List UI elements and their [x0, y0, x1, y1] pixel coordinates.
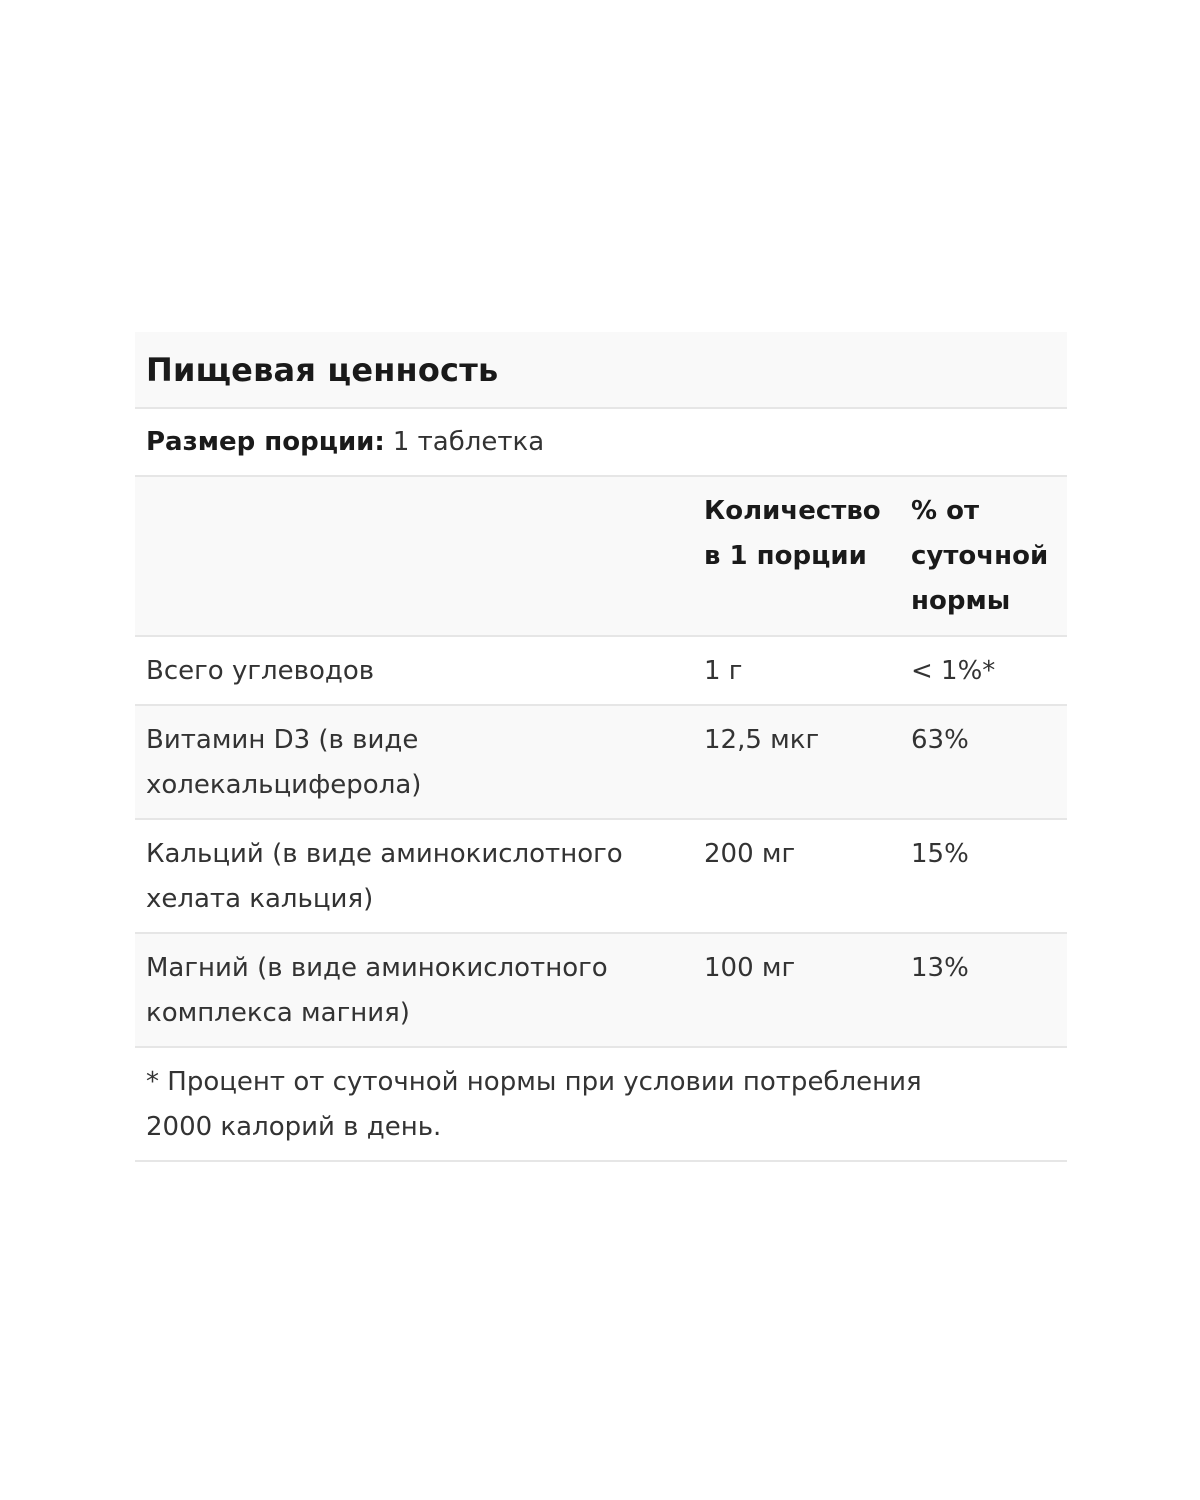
daily-value-column-header: [900, 489, 1067, 635]
table-title: Пищевая ценность: [146, 350, 499, 389]
footnote-line-1: * Процент от суточной нормы при условии потребления: [146, 1067, 922, 1097]
serving-size-row: [135, 409, 1067, 477]
footnote-row: [135, 1048, 1067, 1162]
table-row: [135, 934, 1067, 1048]
nutrient-name-line-1: Витамин D3 (в виде: [146, 725, 419, 755]
serving-size-value: 1 таблетка: [392, 427, 545, 457]
amount-header-line-2: в 1 порции: [704, 541, 867, 571]
column-header-row: [135, 477, 1067, 637]
nutrient-amount: 200 мг: [704, 839, 796, 869]
footnote-line-2: 2000 калорий в день.: [146, 1112, 442, 1142]
nutrient-amount: 100 мг: [704, 953, 796, 983]
nutrient-name-line-1: Кальций (в виде аминокислотного: [146, 839, 623, 869]
title-row: [135, 332, 1067, 409]
serving-size-label: Размер порции:: [146, 427, 385, 457]
nutrient-name-line-2: хелата кальция): [146, 884, 374, 914]
nutrient-name: [135, 832, 693, 932]
nutrient-name-line-2: комплекса магния): [146, 998, 410, 1028]
daily-value-header-line-3: нормы: [911, 586, 1011, 616]
nutrient-name: [135, 718, 693, 818]
nutrient-name-line-1: Магний (в виде аминокислотного: [146, 953, 608, 983]
daily-value-header-line-1: % от: [911, 496, 980, 526]
nutrition-facts-table: [135, 332, 1067, 1162]
amount-column-header: [693, 489, 900, 635]
nutrient-daily-value: 15%: [911, 839, 969, 869]
table-row: [135, 706, 1067, 820]
amount-header-line-1: Количество: [704, 496, 881, 526]
nutrient-daily-value: < 1%*: [911, 656, 996, 686]
nutrient-name-line-2: холекальциферола): [146, 770, 422, 800]
nutrient-name: [135, 946, 693, 1046]
nutrient-daily-value: 63%: [911, 725, 969, 755]
nutrient-daily-value: 13%: [911, 953, 969, 983]
nutrient-column-header: [135, 489, 693, 635]
nutrient-name: [135, 649, 693, 704]
table-row: [135, 820, 1067, 934]
nutrient-amount: 12,5 мкг: [704, 725, 820, 755]
nutrient-name-line-1: Всего углеводов: [146, 656, 375, 686]
nutrient-amount: 1 г: [704, 656, 743, 686]
table-row: [135, 637, 1067, 706]
daily-value-header-line-2: суточной: [911, 541, 1049, 571]
